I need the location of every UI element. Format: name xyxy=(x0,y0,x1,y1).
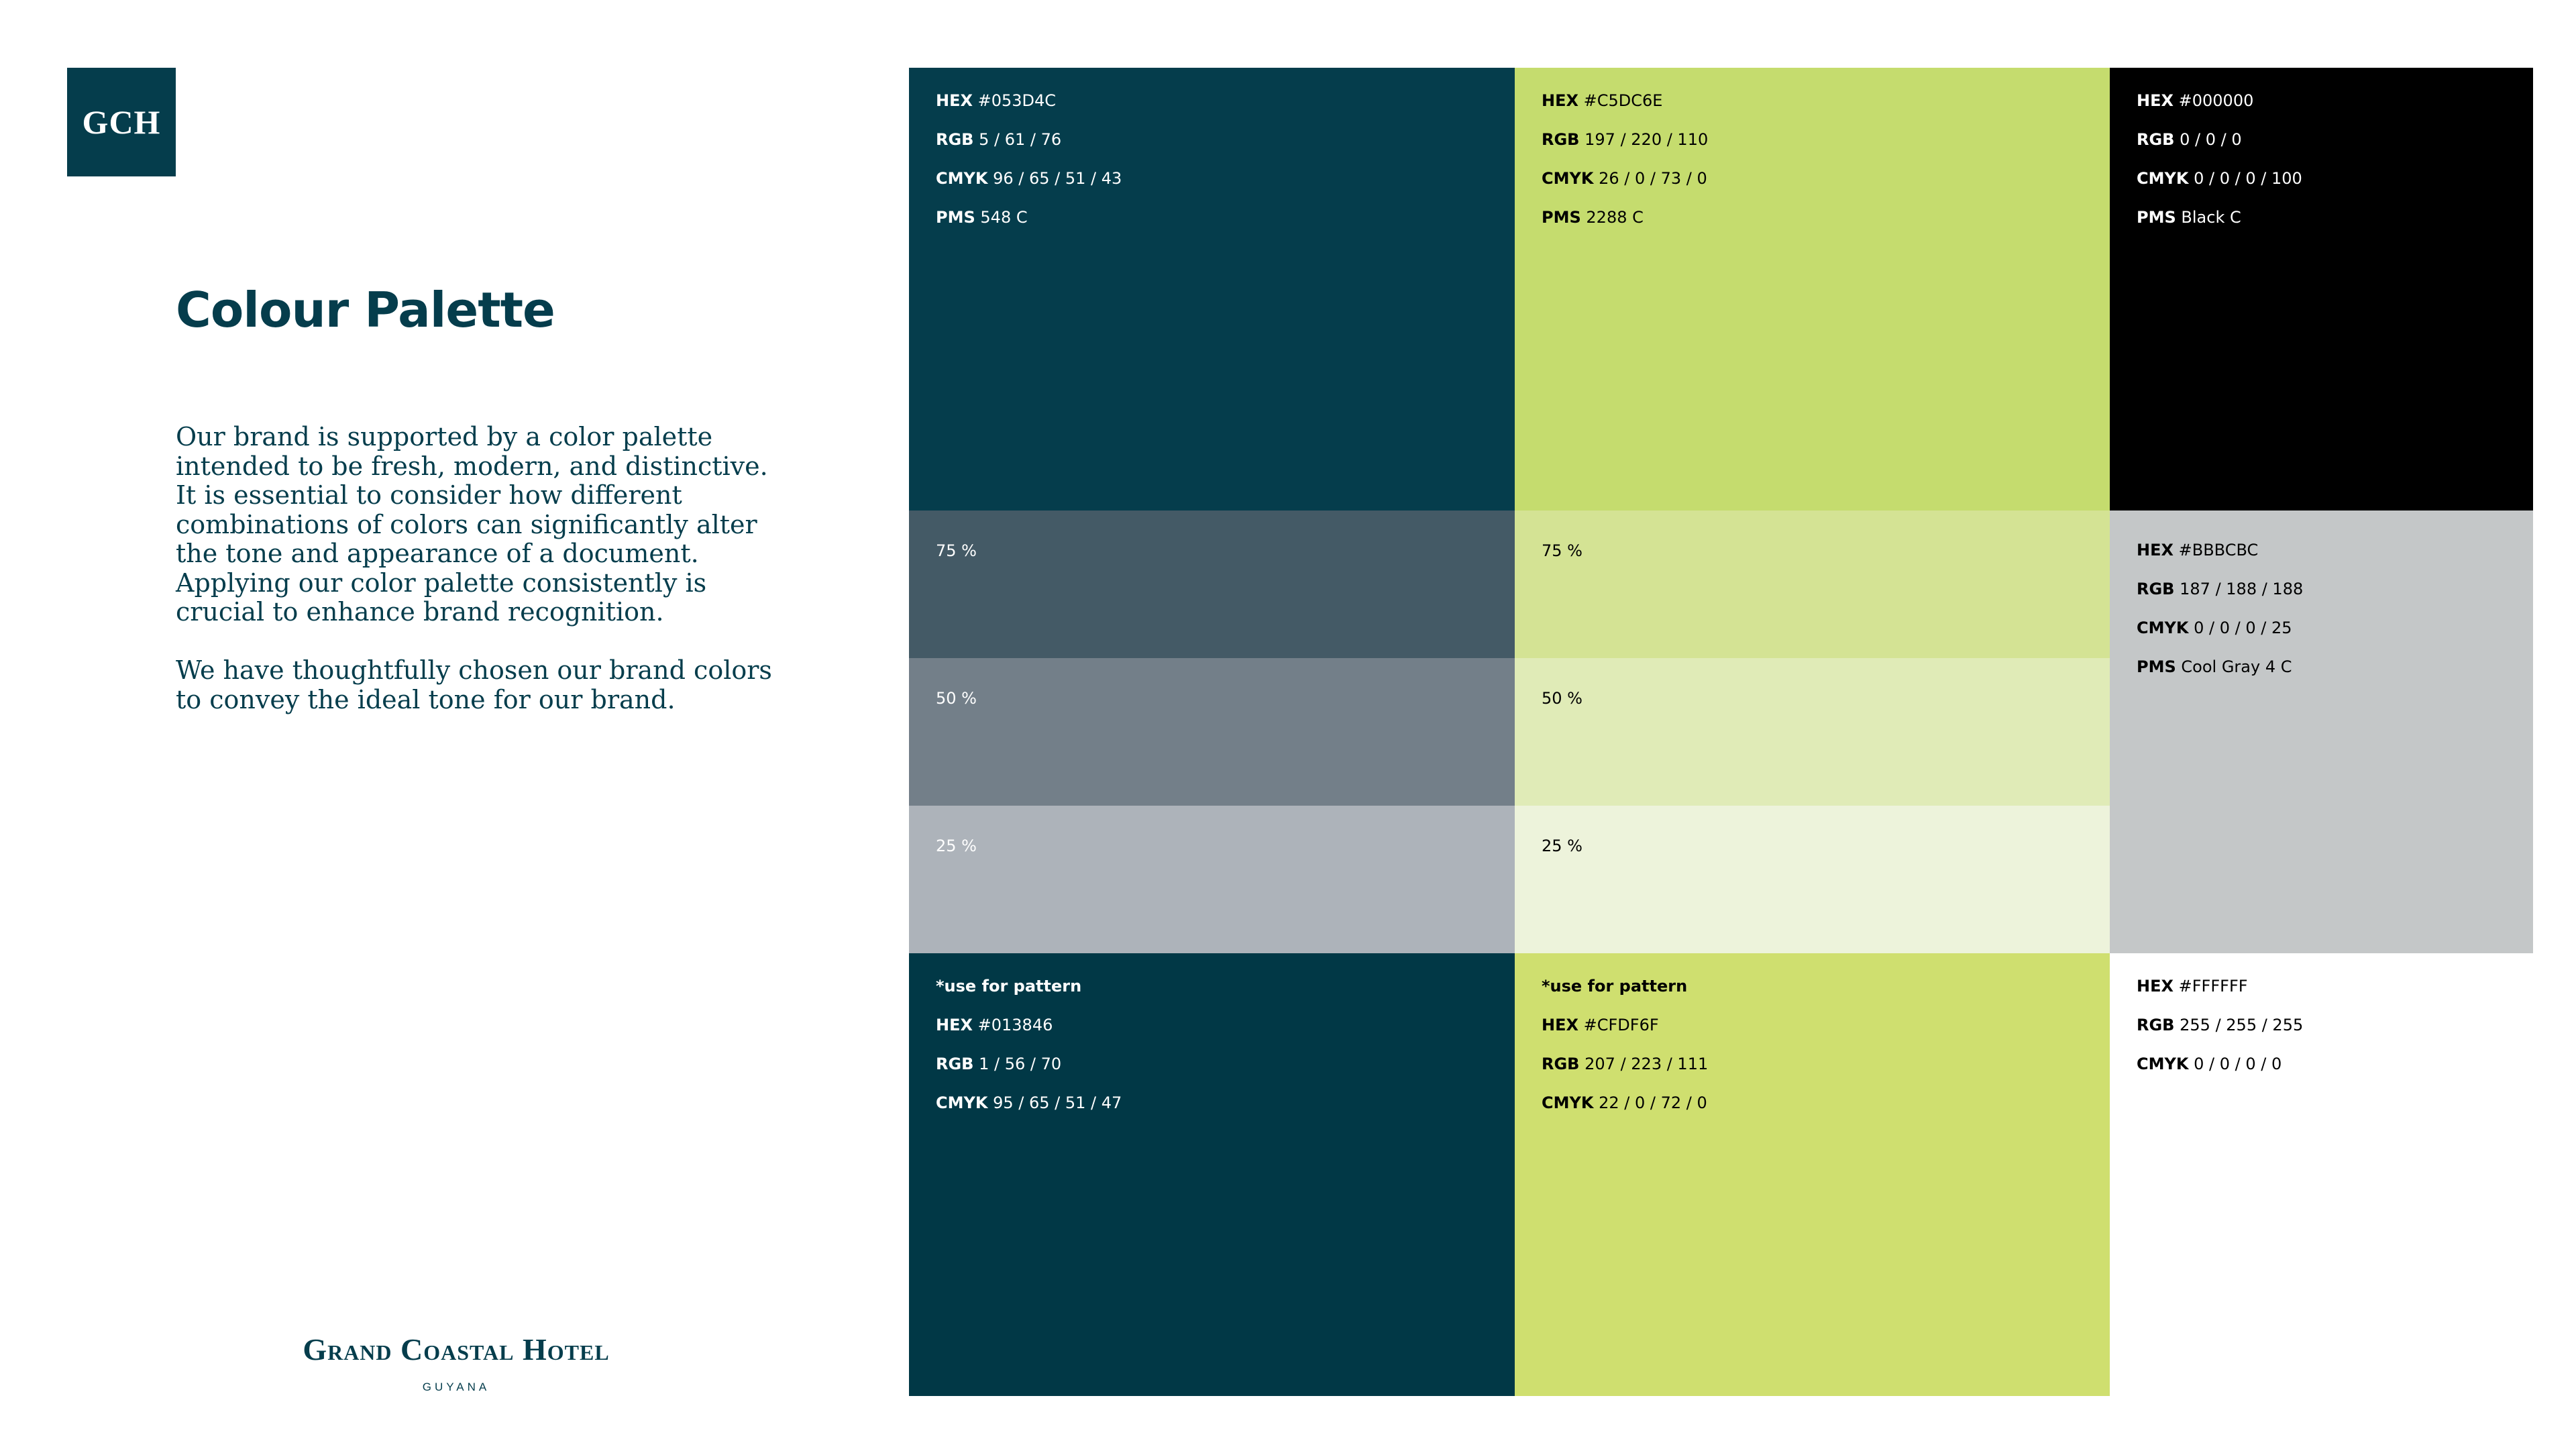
cmyk-spec: CMYK 0 / 0 / 0 / 0 xyxy=(2137,1055,2282,1073)
pms-spec: PMS 2288 C xyxy=(1542,208,1644,227)
tint-label: 25 % xyxy=(936,837,977,855)
tint-dark-25 xyxy=(909,806,1515,953)
rgb-spec: RGB 187 / 188 / 188 xyxy=(2137,580,2304,598)
tint-label: 75 % xyxy=(936,541,977,560)
logo-text: GCH xyxy=(82,103,161,141)
rgb-spec: RGB 5 / 61 / 76 xyxy=(936,130,1062,149)
swatch-black xyxy=(2110,68,2533,511)
hex-spec: HEX #053D4C xyxy=(936,91,1057,110)
cmyk-spec: CMYK 96 / 65 / 51 / 43 xyxy=(936,169,1122,188)
rgb-spec: RGB 255 / 255 / 255 xyxy=(2137,1016,2304,1034)
swatch-pattern-green xyxy=(1515,953,2110,1396)
pms-spec: PMS Cool Gray 4 C xyxy=(2137,657,2292,676)
hex-spec: HEX #C5DC6E xyxy=(1542,91,1663,110)
intro-paragraph: Our brand is supported by a color palette intended to be fresh, modern, and distinctive. It is essential to consider how different combinations of colors can significantly alter the tone and appearance of a document. Applying our color palette consistently is crucial to enhance brand recognition. xyxy=(176,422,768,627)
tint-label: 75 % xyxy=(1542,541,1582,560)
rgb-spec: RGB 207 / 223 / 111 xyxy=(1542,1055,1709,1073)
intro-paragraph: We have thoughtfully chosen our brand colors to convey the ideal tone for our brand. xyxy=(176,655,772,714)
brand-location: GUYANA xyxy=(422,1381,490,1393)
cmyk-spec: CMYK 26 / 0 / 73 / 0 xyxy=(1542,169,1707,188)
brand-wordmark: Grand Coastal Hotel xyxy=(303,1332,610,1366)
intro-text xyxy=(176,423,780,744)
pms-spec: PMS 548 C xyxy=(936,208,1028,227)
rgb-spec: RGB 0 / 0 / 0 xyxy=(2137,130,2242,149)
swatch-primary-dark xyxy=(909,68,1515,511)
hex-spec: HEX #013846 xyxy=(936,1016,1053,1034)
pattern-note: *use for pattern xyxy=(936,977,1082,996)
hex-spec: HEX #CFDF6F xyxy=(1542,1016,1659,1034)
tint-dark-75 xyxy=(909,511,1515,658)
swatch-gray xyxy=(2110,511,2533,953)
page-title: Colour Palette xyxy=(176,282,555,338)
swatch-white xyxy=(2110,953,2533,1396)
cmyk-spec: CMYK 95 / 65 / 51 / 47 xyxy=(936,1093,1122,1112)
cmyk-spec: CMYK 0 / 0 / 0 / 100 xyxy=(2137,169,2302,188)
cmyk-spec: CMYK 22 / 0 / 72 / 0 xyxy=(1542,1093,1707,1112)
tint-green-50 xyxy=(1515,658,2110,806)
hex-spec: HEX #BBBCBC xyxy=(2137,541,2259,559)
tint-green-75 xyxy=(1515,511,2110,658)
hex-spec: HEX #000000 xyxy=(2137,91,2254,110)
rgb-spec: RGB 197 / 220 / 110 xyxy=(1542,130,1709,149)
pms-spec: PMS Black C xyxy=(2137,208,2241,227)
tint-dark-50 xyxy=(909,658,1515,806)
tint-green-25 xyxy=(1515,806,2110,953)
tint-label: 50 % xyxy=(1542,689,1582,708)
hex-spec: HEX #FFFFFF xyxy=(2137,977,2248,996)
swatch-pattern-dark xyxy=(909,953,1515,1396)
cmyk-spec: CMYK 0 / 0 / 0 / 25 xyxy=(2137,619,2292,637)
rgb-spec: RGB 1 / 56 / 70 xyxy=(936,1055,1062,1073)
pattern-note: *use for pattern xyxy=(1542,977,1688,996)
gch-logo xyxy=(67,68,176,176)
tint-label: 50 % xyxy=(936,689,977,708)
tint-label: 25 % xyxy=(1542,837,1582,855)
swatch-primary-green xyxy=(1515,68,2110,511)
